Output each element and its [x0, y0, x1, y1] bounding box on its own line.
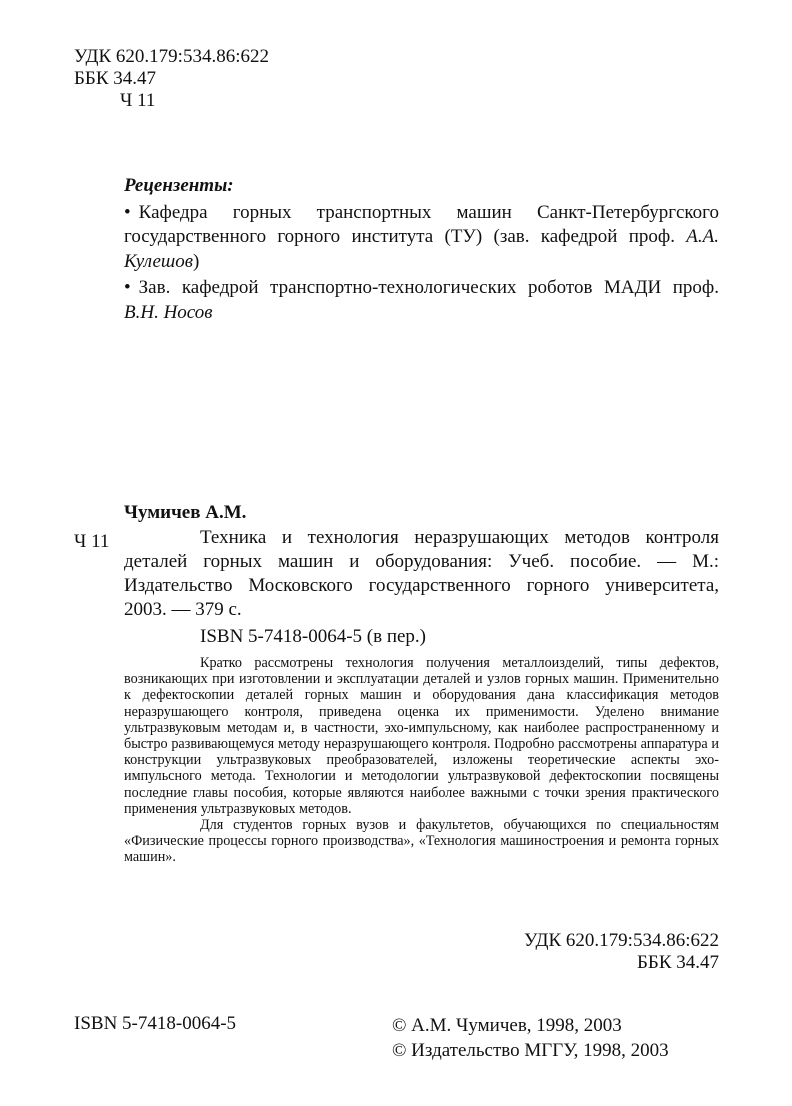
reviewer-item-2: [124, 276, 719, 325]
reviewer-2-text: Зав. кафедрой транспортно-технологических роботов МАДИ проф.: [138, 277, 719, 298]
reviewer-1-close: ): [193, 250, 200, 272]
isbn-binding: ISBN 5-7418-0064-5 (в пер.): [200, 626, 426, 647]
bullet-icon: •: [124, 201, 131, 223]
annotation-paragraph-1: Кратко рассмотрены технология получения металлоизделий, типы дефектов, возникающих при изготовлении и эксплуатации деталей и узлов горных машин. Применительно к дефектоскопии деталей горных машин и оборудования дана классификация методов неразрушающего контроля, приведена оценка их применимости. Уделено внимание ультразвуковым методам и, в частности, эхо-импульсному, как наиболее распространенному и быстро развивающемуся методу неразрушающего контроля. Подробно рассмотрены аппаратура и конструкции ультразвуковых преобразователей, изложены теоретические аспекты эхо-импульсного метода. Технологии и методологии ультразвуковой дефектоскопии посвящены последние главы пособия, которые являются наиболее важными с точки зрения практического применения ультразвуковых методов.: [124, 655, 719, 817]
bullet-icon: •: [124, 277, 131, 298]
copyright-publisher: © Издательство МГГУ, 1998, 2003: [392, 1040, 669, 1061]
footer-isbn: ISBN 5-7418-0064-5: [74, 1013, 237, 1034]
reviewer-1-text: Кафедра горных транспортных машин Санкт-Петербургского государственного горного института (ТУ) (зав. кафедрой проф.: [124, 201, 719, 247]
author-cipher: Ч 11: [120, 90, 156, 111]
author-name: Чумичев А.М.: [124, 502, 247, 523]
annotation-paragraph-2: Для студентов горных вузов и факультетов, обучающихся по специальностям «Физические процессы горного производства», «Технология машиностроения и ремонта горных машин».: [124, 817, 719, 866]
reviewer-2-name: В.Н. Носов: [124, 301, 213, 323]
bibliographic-description: [124, 526, 719, 622]
description-text: Техника и технология неразрушающих методов контроля деталей горных машин и оборудования: Учеб. пособие. — М.: Издательство Московского государственного горного университета, 2003. — 379 с.: [124, 527, 719, 620]
udk-code: УДК 620.179:534.86:622: [74, 46, 269, 67]
footer-udk: УДК 620.179:534.86:622: [524, 930, 719, 951]
footer-codes: [496, 930, 719, 974]
reviewer-1-name: А.А. Кулешов: [124, 226, 719, 272]
annotation: [124, 655, 719, 866]
bibliography-cipher: Ч 11: [74, 531, 110, 552]
footer-bbk: ББК 34.47: [637, 952, 719, 973]
reviewers-heading: Рецензенты:: [124, 175, 234, 196]
copyright-block: [392, 1013, 669, 1063]
copyright-author: © А.М. Чумичев, 1998, 2003: [392, 1015, 622, 1036]
reviewers-block: [124, 174, 719, 327]
classification-codes: [74, 46, 269, 112]
bbk-code: ББК 34.47: [74, 68, 156, 89]
reviewer-item-1: [124, 201, 719, 275]
